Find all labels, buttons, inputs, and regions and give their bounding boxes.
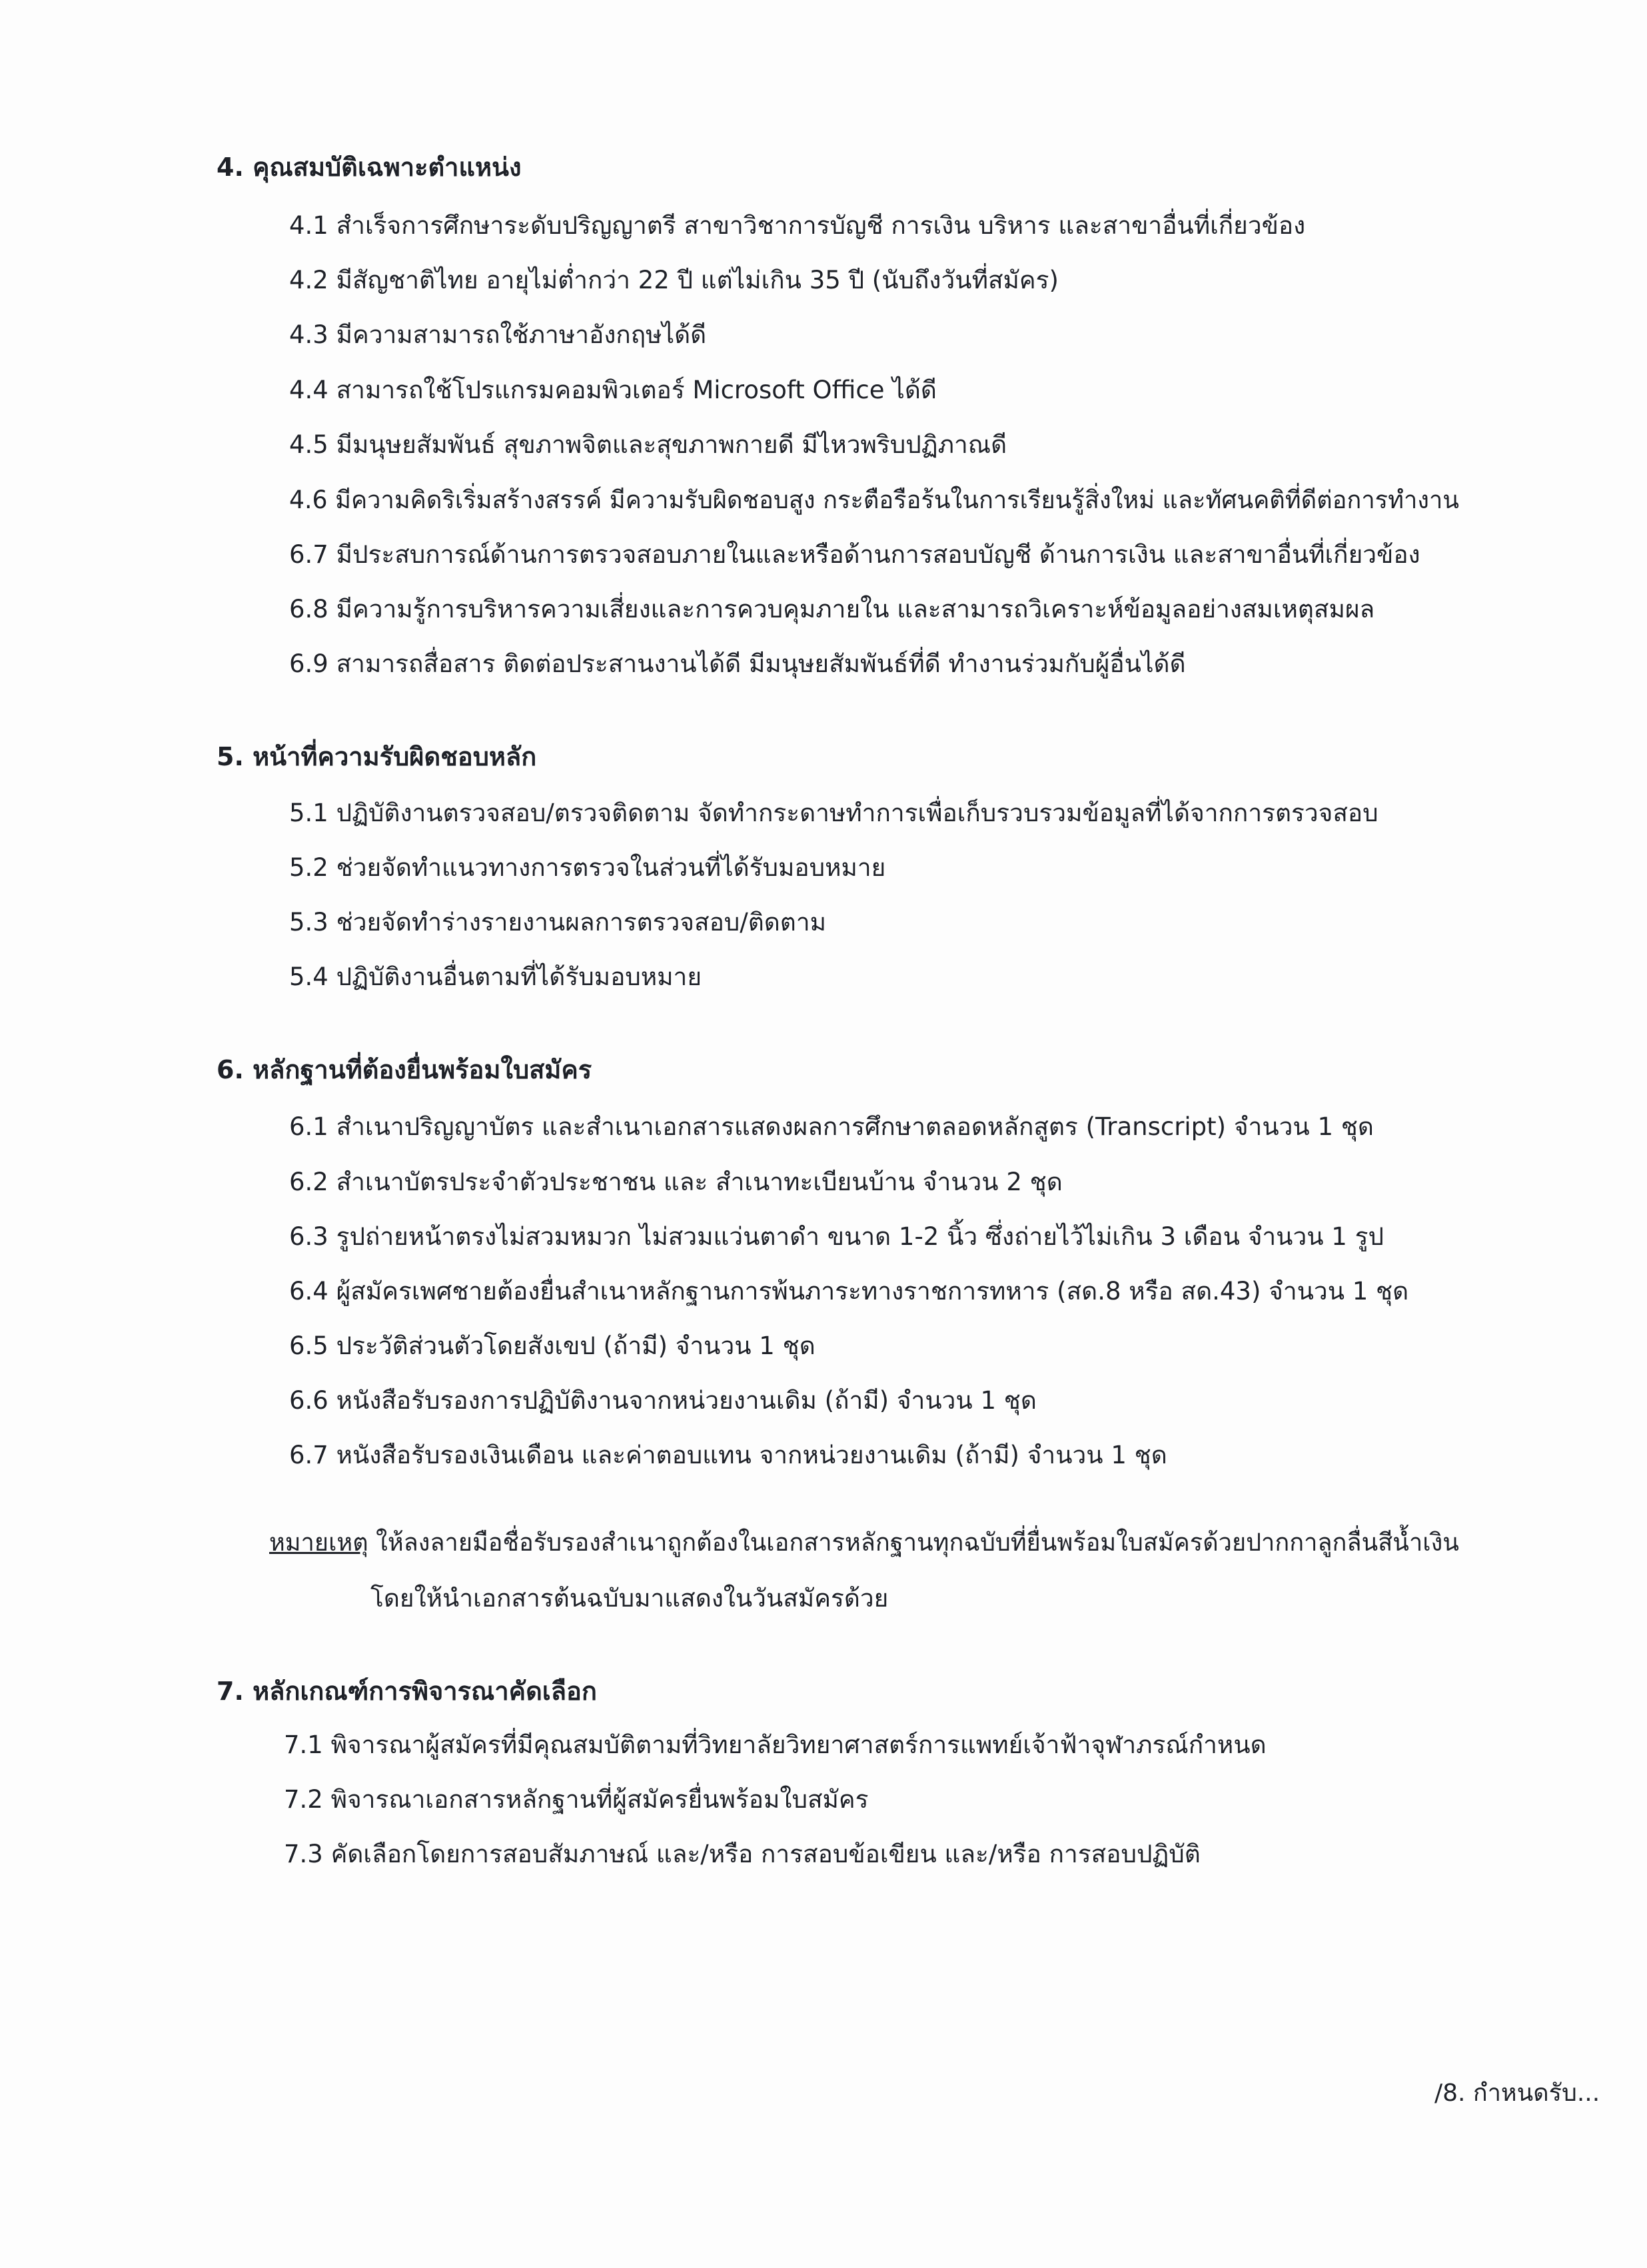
section-4-item-9: 6.9 สามารถสื่อสาร ติดต่อประสานงานได้ดี มีมนุษยสัมพันธ์ที่ดี ทำงานร่วมกับผู้อื่นได้ดี: [289, 649, 1186, 678]
section-5-item-4: 5.4 ปฏิบัติงานอื่นตามที่ได้รับมอบหมาย: [289, 962, 702, 991]
section-6-heading: 6. หลักฐานที่ต้องยื่นพร้อมใบสมัคร: [217, 1055, 592, 1084]
section-5-item-1: 5.1 ปฏิบัติงานตรวจสอบ/ตรวจติดตาม จัดทำกระดาษทำการเพื่อเก็บรวบรวมข้อมูลที่ได้จากการตรวจสอบ: [289, 799, 1378, 827]
section-6-item-7: 6.7 หนังสือรับรองเงินเดือน และค่าตอบแทน จากหน่วยงานเดิม (ถ้ามี) จำนวน 1 ชุด: [289, 1441, 1167, 1469]
section-6-item-6: 6.6 หนังสือรับรองการปฏิบัติงานจากหน่วยงานเดิม (ถ้ามี) จำนวน 1 ชุด: [289, 1386, 1037, 1415]
section-6-item-2: 6.2 สำเนาบัตรประจำตัวประชาชน และ สำเนาทะเบียนบ้าน จำนวน 2 ชุด: [289, 1168, 1063, 1196]
section-7-item-2: 7.2 พิจารณาเอกสารหลักฐานที่ผู้สมัครยื่นพร้อมใบสมัคร: [284, 1785, 869, 1814]
note-line-2: โดยให้นำเอกสารต้นฉบับมาแสดงในวันสมัครด้วย: [370, 1584, 889, 1613]
section-4-item-2: 4.2 มีสัญชาติไทย อายุไม่ต่ำกว่า 22 ปี แต่ไม่เกิน 35 ปี (นับถึงวันที่สมัคร): [289, 266, 1059, 294]
section-4-item-5: 4.5 มีมนุษยสัมพันธ์ สุขภาพจิตและสุขภาพกายดี มีไหวพริบปฏิภาณดี: [289, 430, 1007, 459]
section-4-item-7: 6.7 มีประสบการณ์ด้านการตรวจสอบภายในและหรือด้านการสอบบัญชี ด้านการเงิน และสาขาอื่นที่เกี่ยวข้อง: [289, 540, 1420, 569]
section-6-item-1: 6.1 สำเนาปริญญาบัตร และสำเนาเอกสารแสดงผลการศึกษาตลอดหลักสูตร (Transcript) จำนวน 1 ชุด: [289, 1112, 1374, 1141]
section-6-item-5: 6.5 ประวัติส่วนตัวโดยสังเขป (ถ้ามี) จำนวน 1 ชุด: [289, 1331, 816, 1360]
section-5-item-2: 5.2 ช่วยจัดทำแนวทางการตรวจในส่วนที่ได้รับมอบหมาย: [289, 853, 886, 882]
section-5-item-3: 5.3 ช่วยจัดทำร่างรายงานผลการตรวจสอบ/ติดตาม: [289, 908, 826, 937]
note-line-1: [269, 1526, 1459, 1559]
section-7-item-1: 7.1 พิจารณาผู้สมัครที่มีคุณสมบัติตามที่วิทยาลัยวิทยาศาสตร์การแพทย์เจ้าฟ้าจุฬาภรณ์กำหนด: [284, 1730, 1267, 1759]
section-6-item-3: 6.3 รูปถ่ายหน้าตรงไม่สวมหมวก ไม่สวมแว่นตาดำ ขนาด 1-2 นิ้ว ซึ่งถ่ายไว้ไม่เกิน 3 เดือน จำนวน 1 รูป: [289, 1222, 1384, 1251]
section-4-item-3: 4.3 มีความสามารถใช้ภาษาอังกฤษได้ดี: [289, 320, 707, 349]
section-7-item-3: 7.3 คัดเลือกโดยการสอบสัมภาษณ์ และ/หรือ การสอบข้อเขียน และ/หรือ การสอบปฏิบัติ: [284, 1840, 1201, 1868]
section-4-heading: 4. คุณสมบัติเฉพาะตำแหน่ง: [217, 153, 522, 182]
section-5-heading: 5. หน้าที่ความรับผิดชอบหลัก: [217, 742, 537, 771]
section-4-item-4: 4.4 สามารถใช้โปรแกรมคอมพิวเตอร์ Microsoft Office ได้ดี: [289, 376, 937, 404]
section-6-item-4: 6.4 ผู้สมัครเพศชายต้องยื่นสำเนาหลักฐานการพ้นภาระทางราชการทหาร (สด.8 หรือ สด.43) จำนวน 1 ชุด: [289, 1277, 1409, 1306]
section-4-item-6: 4.6 มีความคิดริเริ่มสร้างสรรค์ มีความรับผิดชอบสูง กระตือรือร้นในการเรียนรู้สิ่งใหม่ และทัศนคติที่ดีต่อการทำงาน: [289, 486, 1460, 514]
continued-page-reference: /8. กำหนดรับ...: [1434, 2079, 1600, 2107]
note-label: หมายเหตุ: [269, 1528, 368, 1557]
section-4-item-1: 4.1 สำเร็จการศึกษาระดับปริญญาตรี สาขาวิชาการบัญชี การเงิน บริหาร และสาขาอื่นที่เกี่ยวข้อง: [289, 211, 1306, 240]
note-text: ให้ลงลายมือชื่อรับรองสำเนาถูกต้องในเอกสารหลักฐานทุกฉบับที่ยื่นพร้อมใบสมัครด้วยปากกาลูกลื่นสีน้ำเงิน: [368, 1528, 1459, 1557]
section-7-heading: 7. หลักเกณฑ์การพิจารณาคัดเลือก: [217, 1677, 597, 1706]
section-4-item-8: 6.8 มีความรู้การบริหารความเสี่ยงและการควบคุมภายใน และสามารถวิเคราะห์ข้อมูลอย่างสมเหตุสมผล: [289, 595, 1375, 623]
